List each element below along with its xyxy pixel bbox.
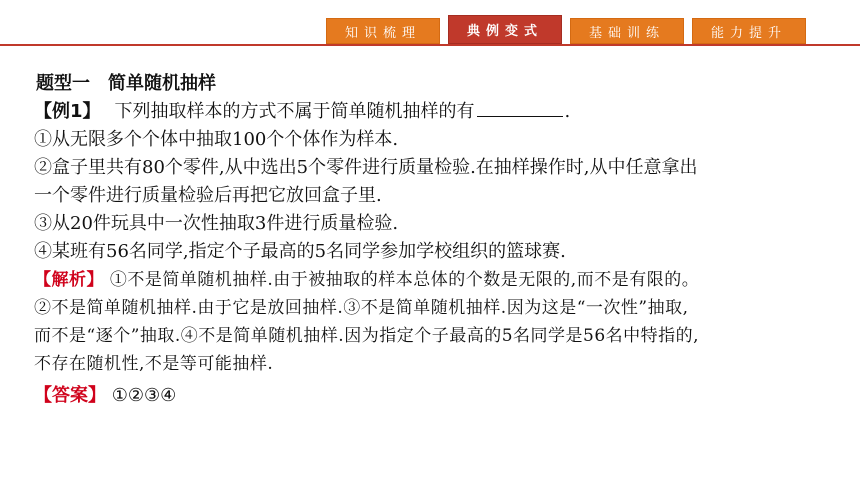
option-3: ③从20件玩具中一次性抽取3件进行质量检验.: [34, 213, 399, 234]
solution-line-3: 而不是“逐个”抽取.④不是简单随机抽样.因为指定个子最高的5名同学是56名中特指的,: [34, 326, 700, 346]
option-2-cont: 一个零件进行质量检验后再把它放回盒子里.: [34, 185, 382, 206]
question-end: .: [564, 101, 571, 122]
option-4: ④某班有56名同学,指定个子最高的5名同学参加学校组织的篮球赛.: [34, 241, 566, 262]
section-title: 题型一: [36, 73, 90, 94]
tab-ability-improvement[interactable]: 能力提升: [692, 18, 806, 44]
top-nav: [0, 0, 860, 48]
solution-text-1: ①不是简单随机抽样.由于被抽取的样本总体的个数是无限的,而不是有限的。: [109, 270, 700, 290]
tab-typical-examples[interactable]: 典例变式: [448, 15, 562, 44]
header-rule: [0, 44, 860, 46]
option-2: ②盒子里共有80个零件,从中选出5个零件进行质量检验.在抽样操作时,从中任意拿出: [34, 157, 698, 178]
tab-basic-training[interactable]: 基础训练: [570, 18, 684, 44]
answer-blank: [477, 98, 563, 117]
question-text: 下列抽取样本的方式不属于简单随机抽样的有: [114, 101, 475, 122]
option-1: ①从无限多个个体中抽取100个个体作为样本.: [34, 129, 399, 150]
lesson-content: [34, 70, 854, 410]
answer-line: [34, 382, 854, 410]
section-heading: [36, 70, 854, 98]
solution-line-1: [34, 266, 854, 294]
example-label: 【例1】: [34, 101, 101, 122]
example-question: [34, 98, 854, 126]
solution-label: 【解析】: [34, 270, 104, 290]
section-subtitle: 简单随机抽样: [108, 73, 216, 94]
solution-line-4: 不存在随机性,不是等可能抽样.: [34, 354, 274, 374]
solution-line-2: ②不是简单随机抽样.由于它是放回抽样.③不是简单随机抽样.因为这是“一次性”抽取,: [34, 298, 689, 318]
answer-label: 【答案】: [34, 385, 106, 406]
tab-knowledge-review[interactable]: 知识梳理: [326, 18, 440, 44]
answer-value: ①②③④: [111, 385, 177, 406]
